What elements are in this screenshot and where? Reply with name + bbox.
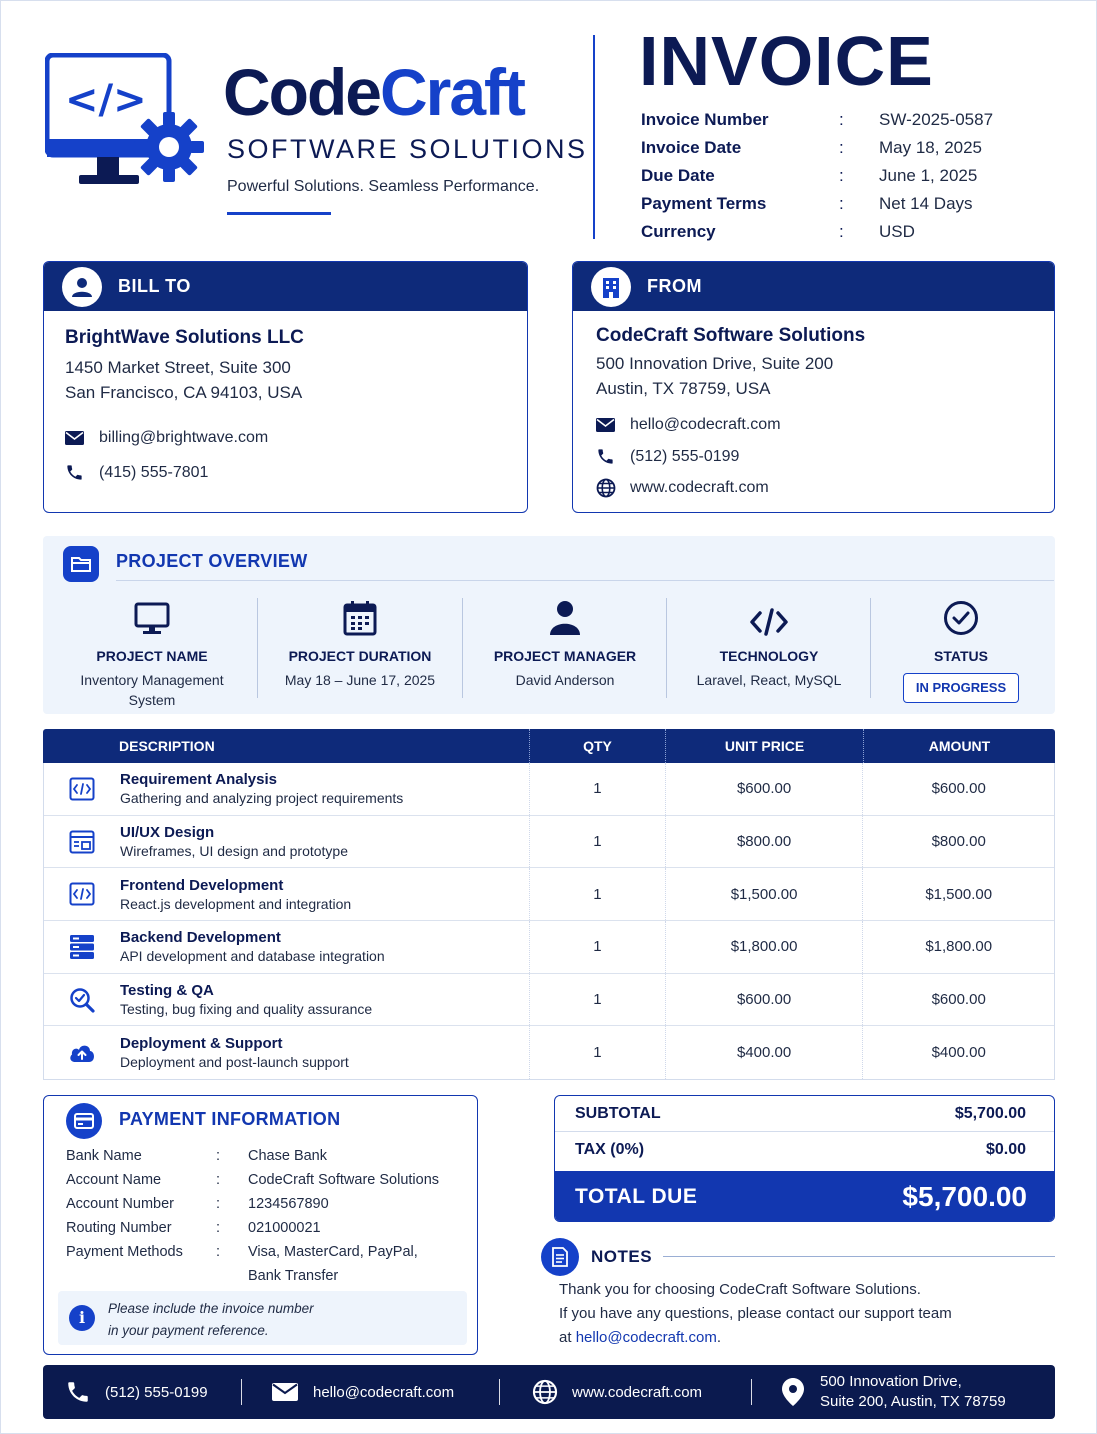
tagline-underline	[227, 212, 331, 215]
overview-project-manager: PROJECT MANAGER David Anderson	[463, 596, 667, 714]
payment-row: Routing Number : 021000021	[66, 1220, 321, 1236]
invoice-title: INVOICE	[639, 22, 934, 100]
bill-to-email: billing@brightwave.com	[65, 429, 268, 447]
table-row: Backend Development API development and database integration 1 $1,800.00 $1,800.00	[44, 921, 1054, 974]
location-pin-icon	[782, 1378, 804, 1406]
envelope-icon	[272, 1383, 298, 1401]
brand-name: CodeCraft	[223, 55, 525, 129]
cloud-upload-icon	[44, 1042, 120, 1064]
code-window-icon	[44, 882, 120, 906]
payment-information-card	[43, 1095, 478, 1355]
from-header: FROM	[573, 262, 1054, 311]
totals-box	[554, 1095, 1055, 1222]
overview-project-duration: PROJECT DURATION May 18 – June 17, 2025	[258, 596, 462, 714]
envelope-icon	[65, 431, 99, 445]
bill-to-address2: San Francisco, CA 94103, USA	[65, 383, 303, 402]
from-phone: (512) 555-0199	[596, 447, 739, 466]
document-icon	[541, 1238, 579, 1276]
line-items-table	[43, 729, 1055, 1080]
check-circle-icon	[859, 596, 1063, 636]
calendar-icon	[258, 596, 462, 636]
header-qty: QTY	[530, 729, 666, 763]
server-icon	[44, 934, 120, 960]
table-row: Frontend Development React.js development and integration 1 $1,500.00 $1,500.00	[44, 868, 1054, 921]
payment-details	[66, 1144, 466, 1288]
credit-card-icon	[66, 1103, 102, 1139]
invoice-meta	[641, 108, 1041, 248]
footer-divider	[751, 1379, 752, 1405]
overview-rule	[116, 580, 1054, 581]
phone-icon	[65, 463, 99, 482]
from-address2: Austin, TX 78759, USA	[596, 379, 771, 398]
meta-row: Due Date : June 1, 2025	[641, 166, 978, 185]
table-row: Testing & QA Testing, bug fixing and quality assurance 1 $600.00 $600.00	[44, 974, 1054, 1027]
notes-title: NOTES	[591, 1247, 653, 1266]
payment-row: Account Name : CodeCraft Software Solutions	[66, 1172, 440, 1188]
payment-title: PAYMENT INFORMATION	[119, 1109, 341, 1129]
from-website: www.codecraft.com	[596, 478, 769, 498]
table-row: Requirement Analysis Gathering and analyzing project requirements 1 $600.00 $600.00	[44, 763, 1054, 816]
project-overview	[43, 536, 1055, 714]
layout-icon	[44, 830, 120, 854]
phone-icon	[596, 447, 630, 466]
footer-phone[interactable]: (512) 555-0199	[43, 1365, 241, 1419]
meta-row: Payment Terms : Net 14 Days	[641, 194, 973, 213]
code-window-icon	[44, 777, 120, 801]
bill-to-phone: (415) 555-7801	[65, 463, 208, 482]
magnifier-check-icon	[44, 987, 120, 1013]
notes-email-link[interactable]: hello@codecraft.com	[575, 1329, 717, 1346]
payment-row: Bank Name : Chase Bank	[66, 1148, 327, 1164]
brand-subtitle: SOFTWARE SOLUTIONS	[227, 134, 588, 164]
notes-rule	[663, 1256, 1055, 1257]
bill-to-card	[43, 261, 528, 513]
phone-icon	[65, 1379, 91, 1405]
from-card	[572, 261, 1055, 513]
bill-to-address1: 1450 Market Street, Suite 300	[65, 358, 291, 377]
from-email: hello@codecraft.com	[596, 416, 781, 434]
table-header	[43, 729, 1055, 763]
header-divider	[593, 35, 595, 239]
overview-status: STATUS IN PROGRESS	[859, 596, 1063, 714]
overview-title: PROJECT OVERVIEW	[116, 551, 308, 571]
globe-icon	[532, 1379, 558, 1405]
total-due-row: TOTAL DUE $5,700.00	[555, 1171, 1054, 1222]
info-icon: i	[69, 1305, 95, 1331]
codecraft-logo-icon	[45, 53, 207, 192]
payment-row: Account Number : 1234567890	[66, 1196, 329, 1212]
payment-note: i Please include the invoice number in your payment reference.	[58, 1291, 467, 1345]
table-row: Deployment & Support Deployment and post-launch support 1 $400.00 $400.00	[44, 1026, 1054, 1079]
envelope-icon	[596, 418, 630, 432]
meta-row: Invoice Date : May 18, 2025	[641, 138, 983, 157]
header-description: DESCRIPTION	[43, 729, 530, 763]
notes-body: Thank you for choosing CodeCraft Software Solutions. If you have any questions, please contact our support team at hello@codecraft.com.	[559, 1281, 952, 1346]
from-address1: 500 Innovation Drive, Suite 200	[596, 354, 834, 373]
bill-to-company: BrightWave Solutions LLC	[65, 327, 304, 348]
from-company: CodeCraft Software Solutions	[596, 325, 866, 346]
footer-bar	[43, 1365, 1055, 1419]
person-icon	[463, 596, 667, 636]
status-badge: IN PROGRESS	[903, 673, 1019, 703]
footer-divider	[241, 1379, 242, 1405]
folder-icon	[63, 546, 99, 582]
code-icon	[667, 596, 871, 636]
building-icon	[591, 267, 631, 307]
brand-tagline: Powerful Solutions. Seamless Performance.	[227, 178, 540, 195]
monitor-icon	[50, 596, 254, 636]
person-icon	[62, 267, 102, 307]
footer-email[interactable]: hello@codecraft.com	[242, 1365, 499, 1419]
overview-technology: TECHNOLOGY Laravel, React, MySQL	[667, 596, 871, 714]
payment-row: Payment Methods : Visa, MasterCard, PayPal, Bank Transfer	[66, 1244, 418, 1284]
footer-address: 500 Innovation Drive, Suite 200, Austin, TX 78759	[752, 1365, 1006, 1419]
header-unit-price: UNIT PRICE	[666, 729, 864, 763]
table-row: UI/UX Design Wireframes, UI design and prototype 1 $800.00 $800.00	[44, 816, 1054, 869]
meta-row: Currency : USD	[641, 222, 915, 241]
subtotal-row: SUBTOTAL $5,700.00	[555, 1096, 1054, 1132]
meta-row: Invoice Number : SW-2025-0587	[641, 110, 994, 129]
overview-project-name: PROJECT NAME Inventory Management System	[50, 596, 254, 714]
bill-to-header: BILL TO	[44, 262, 527, 311]
globe-icon	[596, 478, 630, 498]
tax-row: TAX (0%) $0.00	[575, 1141, 1026, 1158]
table-body	[43, 763, 1055, 1080]
footer-divider	[499, 1379, 500, 1405]
svg-text:</>: </>	[65, 77, 147, 123]
footer-website[interactable]: www.codecraft.com	[500, 1365, 751, 1419]
header-amount: AMOUNT	[928, 738, 991, 754]
